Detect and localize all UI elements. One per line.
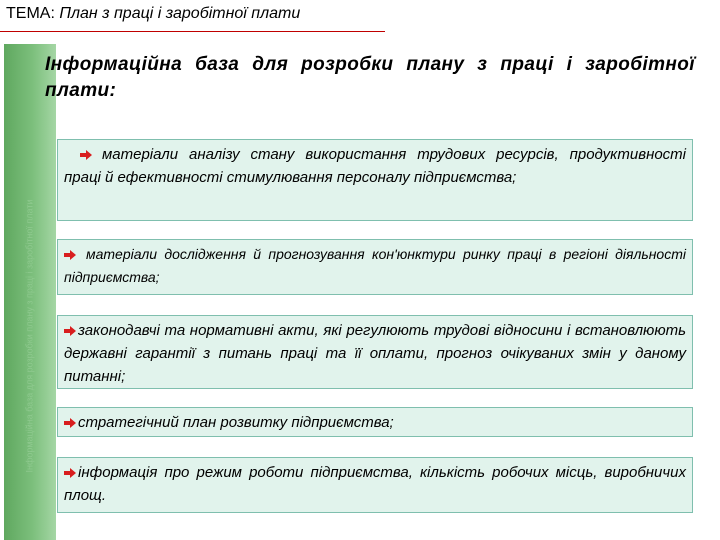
right-arrow-icon <box>64 326 76 336</box>
info-item-3 <box>57 315 693 389</box>
header-rule <box>0 31 385 32</box>
info-item-text: стратегічний план розвитку підприємства; <box>78 414 394 431</box>
info-item-text: матеріали аналізу стану використання трудових ресурсів, продуктивності праці й ефективності стимулювання персоналу підприємства; <box>64 146 686 186</box>
decorative-side-bar <box>4 44 56 540</box>
right-arrow-icon <box>64 250 76 260</box>
topic-prefix: ТЕМА: <box>6 5 60 22</box>
info-item-5 <box>57 457 693 513</box>
info-item-1 <box>57 139 693 221</box>
main-title: Інформаційна база для розробки плану з праці і заробітної плати: <box>45 54 695 101</box>
topic-title: План з праці і заробітної плати <box>59 5 301 22</box>
info-item-2 <box>57 239 693 295</box>
slide-header <box>6 4 300 24</box>
info-item-4 <box>57 407 693 437</box>
right-arrow-icon <box>80 150 92 160</box>
right-arrow-icon <box>64 418 76 428</box>
side-bar-text: Інформаційна база для розробки плану з праці і заробітної плати <box>24 199 35 473</box>
info-item-text: інформація про режим роботи підприємства, кількість робочих місць, виробничих площ. <box>64 464 686 504</box>
info-item-text: законодавчі та нормативні акти, які регулюють трудові відносини і встановлюють державні гарантії з питань праці та її оплати, прогноз очікуваних змін у даному питанні; <box>64 322 686 385</box>
info-item-text: матеріали дослідження й прогнозування кон'юнктури ринку праці в регіоні діяльності підприємства; <box>64 246 686 285</box>
right-arrow-icon <box>64 468 76 478</box>
